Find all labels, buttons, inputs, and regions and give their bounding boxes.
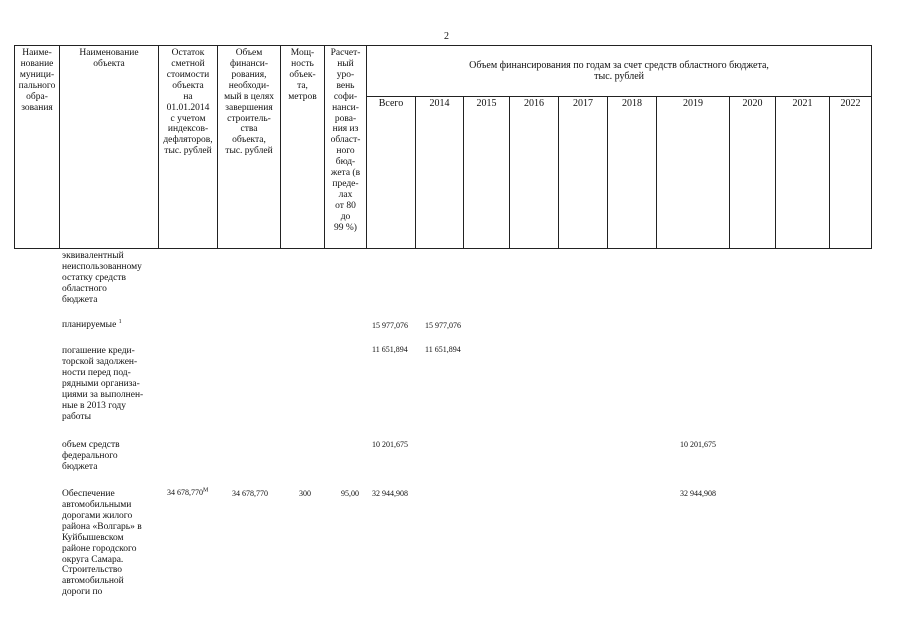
- row-label: Обеспечение автомобильными дорогами жилого района «Волгарь» в Куйбышевском районе городского округа Самара. Строительство автомобильной дороги по: [62, 489, 142, 598]
- header-funding-volume: Объем финанси- рования, необходи- мый в целях завершения строитель- ства объекта, тыс. рублей: [218, 46, 281, 249]
- header-year-2019: 2019: [657, 97, 730, 249]
- row-total: 11 651,894: [372, 345, 408, 354]
- header-capacity: Мощ- ность объек- та, метров: [281, 46, 325, 249]
- header-year-2018: 2018: [608, 97, 657, 249]
- header-year-2020: 2020: [730, 97, 776, 249]
- header-cofinancing-level: Расчет- ный уро- вень софи- нанси- рова- ния из област- ного бюд- жета (в преде- лах от 80 до 99 %): [325, 46, 367, 249]
- header-municipality: Наиме- нование муници- пального обра- зования: [15, 46, 60, 249]
- header-year-2014: 2014: [416, 97, 464, 249]
- header-year-2015: 2015: [464, 97, 510, 249]
- header-year-2016: 2016: [510, 97, 559, 249]
- row-2014: 15 977,076: [425, 321, 461, 330]
- header-year-2021: 2021: [776, 97, 830, 249]
- header-year-total: Всего: [367, 97, 416, 249]
- row-remaining-cost: 34 $678,770^М$: [167, 487, 209, 497]
- row-label: объем средств федерального бюджета: [62, 440, 120, 472]
- header-remaining-cost: Остаток сметной стоимости объекта на 01.01.2014 с учетом индексов- дефляторов, тыс. рублей: [159, 46, 218, 249]
- row-2019: 32 944,908: [680, 489, 716, 498]
- row-total: 10 201,675: [372, 440, 408, 449]
- row-total: 32 944,908: [372, 489, 408, 498]
- header-object-name: Наименование объекта: [60, 46, 159, 249]
- header-year-2017: 2017: [559, 97, 608, 249]
- row-label: планируемые $^1$: [62, 318, 122, 330]
- row-capacity: 300: [299, 489, 311, 498]
- row-label: эквивалентный неиспользованному остатку средств областного бюджета: [62, 251, 142, 305]
- row-cofinancing-level: 95,00: [341, 489, 359, 498]
- footnote-marker: М: [203, 487, 209, 494]
- header-funding-by-years: Объем финансирования по годам за счет средств областного бюджета, тыс. рублей: [367, 46, 872, 97]
- row-funding-volume: 34 678,770: [232, 489, 268, 498]
- row-total: 15 977,076: [372, 321, 408, 330]
- row-2014: 11 651,894: [425, 345, 461, 354]
- header-year-2022: 2022: [830, 97, 872, 249]
- row-label: погашение креди- торской задолжен- ности перед под- рядными организа- циями за выполнен- ные в 2013 году работы: [62, 346, 144, 422]
- page-number: 2: [444, 31, 449, 42]
- row-2019: 10 201,675: [680, 440, 716, 449]
- footnote-marker: 1: [118, 318, 122, 325]
